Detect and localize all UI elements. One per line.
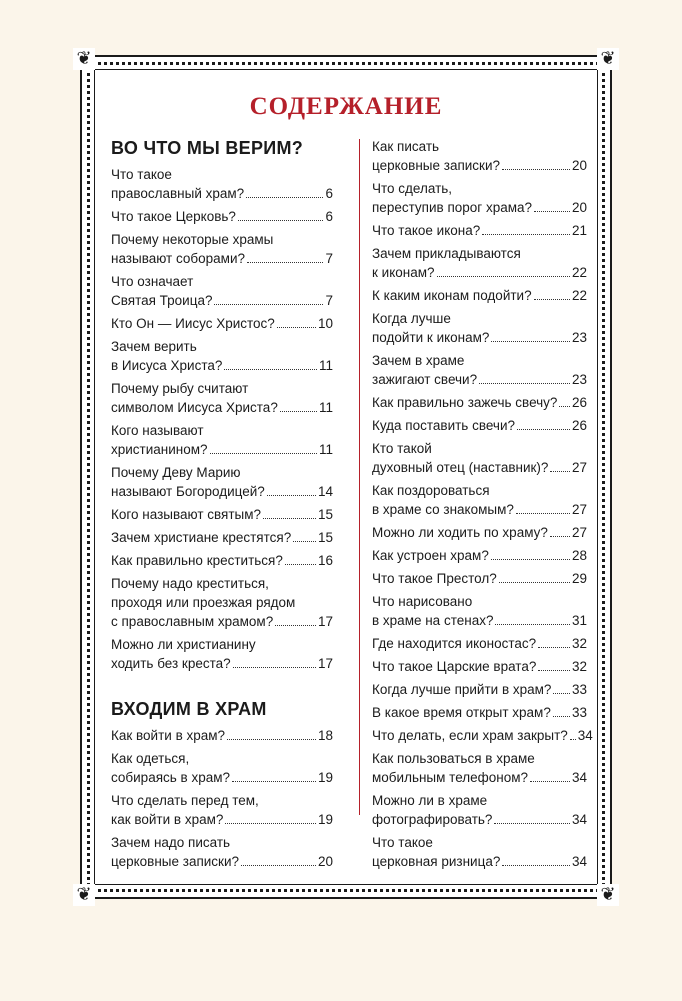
toc-entry-text: Что такое — [111, 167, 172, 182]
dot-leader — [210, 453, 317, 454]
toc-entry-text: Кто такой — [372, 441, 432, 456]
corner-ornament-icon: ❦ — [73, 48, 95, 70]
corner-ornament-icon: ❦ — [597, 884, 619, 906]
dot-leader — [227, 739, 316, 740]
toc-entry-text: фотографировать? — [372, 812, 493, 827]
toc-page-number: 34 — [571, 854, 587, 869]
toc-entry-text: Можно ли ходить по храму? — [372, 525, 548, 540]
toc-page-number: 11 — [318, 442, 333, 457]
toc-entry-text: Что такое Царские врата? — [372, 659, 537, 674]
toc-entry-text: Можно ли в храме — [372, 793, 488, 808]
toc-entry[interactable] — [111, 528, 333, 547]
toc-entry-text: Как правильно креститься? — [111, 553, 283, 568]
toc-entry-text: Когда лучше — [372, 311, 451, 326]
toc-entry[interactable] — [372, 791, 587, 829]
toc-entry-text: в Иисуса Христа? — [111, 358, 223, 373]
toc-page-number: 27 — [571, 502, 587, 517]
toc-page-number: 15 — [317, 530, 333, 545]
dot-leader — [550, 471, 570, 472]
toc-page-number: 21 — [571, 223, 587, 238]
toc-entry-text: Как пользоваться в храме — [372, 751, 535, 766]
toc-entry-text: переступив порог храма? — [372, 200, 533, 215]
toc-entry-text: Как поздороваться — [372, 483, 490, 498]
toc-entry-text: с православным храмом? — [111, 614, 274, 629]
toc-entry[interactable] — [372, 523, 587, 542]
toc-entry[interactable] — [372, 726, 593, 745]
toc-entry[interactable] — [372, 221, 587, 240]
dot-leader — [293, 541, 316, 542]
toc-entry[interactable] — [111, 337, 333, 375]
toc-page-number: 31 — [571, 613, 587, 628]
toc-page-number: 34 — [571, 770, 587, 785]
dot-leader — [538, 647, 570, 648]
section-heading: ВО ЧТО МЫ ВЕРИМ? — [111, 138, 304, 158]
dot-leader — [482, 234, 570, 235]
toc-page-number: 34 — [577, 728, 593, 743]
toc-page-number: 7 — [325, 251, 333, 266]
dot-leader — [499, 582, 570, 583]
toc-entry[interactable] — [111, 635, 333, 673]
dot-leader — [491, 559, 570, 560]
toc-page-number: 34 — [571, 812, 587, 827]
toc-entry-text: в храме на стенах? — [372, 613, 494, 628]
toc-page-number: 22 — [571, 265, 587, 280]
toc-entry[interactable] — [372, 393, 587, 412]
toc-entry-text: как войти в храм? — [111, 812, 224, 827]
toc-page-number: 33 — [571, 682, 587, 697]
toc-page-number: 15 — [317, 507, 333, 522]
dot-leader — [225, 823, 316, 824]
toc-entry[interactable] — [372, 244, 587, 282]
toc-page-number: 29 — [571, 571, 587, 586]
toc-entry-text: Почему рыбу считают — [111, 381, 249, 396]
dot-leader — [534, 211, 570, 212]
toc-entry-text: Что такое икона? — [372, 223, 481, 238]
toc-entry[interactable] — [372, 137, 587, 175]
toc-entry[interactable] — [372, 309, 587, 347]
toc-entry[interactable] — [111, 207, 333, 226]
toc-page-number: 22 — [571, 288, 587, 303]
toc-entry-text: проходя или проезжая рядом — [111, 595, 296, 610]
toc-entry[interactable] — [111, 272, 333, 310]
toc-entry-text: Что такое Церковь? — [111, 209, 236, 224]
column-divider — [359, 139, 360, 815]
corner-ornament-icon: ❦ — [597, 48, 619, 70]
toc-entry[interactable] — [372, 703, 587, 722]
page-frame — [76, 48, 616, 905]
toc-entry[interactable] — [372, 749, 587, 787]
toc-entry-text: Зачем надо писать — [111, 835, 231, 850]
toc-page-number: 27 — [571, 460, 587, 475]
toc-entry-text: Что такое — [372, 835, 433, 850]
toc-page-number: 20 — [571, 200, 587, 215]
toc-entry-text: Как правильно зажечь свечу? — [372, 395, 558, 410]
toc-page-number: 17 — [317, 614, 333, 629]
dot-leader — [241, 865, 316, 866]
dot-leader — [267, 495, 316, 496]
dot-leader — [550, 536, 570, 537]
toc-right-column — [372, 137, 593, 875]
dot-leader — [437, 276, 570, 277]
toc-entry[interactable] — [372, 592, 587, 630]
toc-page-number: 11 — [318, 400, 333, 415]
toc-page-number: 14 — [317, 484, 333, 499]
toc-entry-text: Как войти в храм? — [111, 728, 226, 743]
page-title: СОДЕРЖАНИЕ — [249, 93, 443, 120]
toc-page-number: 23 — [571, 372, 587, 387]
toc-entry-text: Что такое Престол? — [372, 571, 497, 586]
toc-page-number: 17 — [317, 656, 333, 671]
toc-entry[interactable] — [372, 833, 587, 871]
toc-entry-text: Зачем в храме — [372, 353, 465, 368]
toc-entry-text: Почему надо креститься, — [111, 576, 269, 591]
toc-entry-text: В какое время открыт храм? — [372, 705, 551, 720]
dot-leader — [495, 624, 570, 625]
toc-entry[interactable] — [111, 230, 333, 268]
dot-leader — [570, 739, 576, 740]
toc-entry-text: Святая Троица? — [111, 293, 213, 308]
toc-page-number: 20 — [571, 158, 587, 173]
toc-page-number: 23 — [571, 330, 587, 345]
toc-entry-text: Зачем прикладываются — [372, 246, 521, 261]
toc-entry[interactable] — [111, 791, 333, 829]
toc-page-number: 19 — [317, 770, 333, 785]
toc-entry[interactable] — [372, 569, 587, 588]
toc-page-number: 10 — [317, 316, 333, 331]
toc-entry-text: Куда поставить свечи? — [372, 418, 516, 433]
toc-entry-text: православный храм? — [111, 186, 245, 201]
toc-entry-text: символом Иисуса Христа? — [111, 400, 278, 415]
toc-entry-text: Где находится иконостас? — [372, 636, 537, 651]
toc-entry-text: Что сделать, — [372, 181, 453, 196]
toc-entry[interactable] — [372, 657, 587, 676]
toc-entry-text: Как устроен храм? — [372, 548, 489, 563]
toc-entry[interactable] — [111, 314, 333, 333]
toc-entry-text: Кто Он — Иисус Христос? — [111, 316, 275, 331]
toc-page-number: 28 — [571, 548, 587, 563]
dot-leader — [247, 262, 323, 263]
toc-entry-text: ходить без креста? — [111, 656, 231, 671]
toc-entry-text: Почему Деву Марию — [111, 465, 241, 480]
toc-entry-text: церковные записки? — [111, 854, 240, 869]
toc-entry-text: подойти к иконам? — [372, 330, 490, 345]
toc-entry-text: собираясь в храм? — [111, 770, 231, 785]
dot-leader — [491, 341, 570, 342]
dot-leader — [280, 411, 317, 412]
dot-leader — [238, 220, 324, 221]
toc-entry-text: мобильным телефоном? — [372, 770, 529, 785]
toc-entry-text: церковные записки? — [372, 158, 501, 173]
toc-entry-text: Кого называют — [111, 423, 204, 438]
toc-entry-text: Можно ли христианину — [111, 637, 256, 652]
toc-entry[interactable] — [372, 286, 587, 305]
toc-entry[interactable] — [111, 463, 333, 501]
toc-entry[interactable] — [372, 439, 587, 477]
toc-entry[interactable] — [111, 165, 333, 203]
dot-leader — [232, 781, 316, 782]
dot-leader — [263, 518, 316, 519]
toc-entry[interactable] — [111, 574, 333, 631]
toc-entry-text: Как писать — [372, 139, 440, 154]
dot-leader — [246, 197, 323, 198]
dot-leader — [275, 625, 316, 626]
toc-entry[interactable] — [372, 546, 587, 565]
toc-entry-text: Когда лучше прийти в храм? — [372, 682, 552, 697]
toc-entry-text: церковная ризница? — [372, 854, 501, 869]
dot-leader — [559, 406, 570, 407]
toc-entry-text: Зачем христиане крестятся? — [111, 530, 292, 545]
dot-leader — [553, 693, 570, 694]
toc-page-number: 26 — [571, 418, 587, 433]
dot-leader — [534, 299, 570, 300]
dot-leader — [530, 781, 570, 782]
dot-leader — [233, 667, 316, 668]
toc-page-number: 19 — [317, 812, 333, 827]
toc-entry-text: христианином? — [111, 442, 208, 457]
toc-page-number: 7 — [325, 293, 333, 308]
toc-page-number: 16 — [317, 553, 333, 568]
toc-left-column — [111, 137, 333, 875]
toc-entry[interactable] — [372, 179, 587, 217]
toc-page-number: 26 — [571, 395, 587, 410]
toc-entry-text: Зачем верить — [111, 339, 197, 354]
section-heading: ВХОДИМ В ХРАМ — [111, 699, 267, 719]
toc-entry[interactable] — [111, 726, 333, 745]
toc-entry[interactable] — [372, 680, 587, 699]
toc-entry[interactable] — [111, 379, 333, 417]
dot-leader — [224, 369, 317, 370]
toc-entry[interactable] — [111, 505, 333, 524]
toc-entry[interactable] — [111, 421, 333, 459]
toc-entry[interactable] — [111, 833, 333, 871]
toc-entry-text: к иконам? — [372, 265, 435, 280]
dot-leader — [277, 327, 316, 328]
toc-entry-text: Кого называют святым? — [111, 507, 262, 522]
dot-leader — [494, 823, 570, 824]
dot-leader — [517, 429, 570, 430]
toc-page-number: 6 — [325, 186, 333, 201]
corner-ornament-icon: ❦ — [73, 884, 95, 906]
toc-entry[interactable] — [372, 351, 587, 389]
dot-leader — [479, 383, 570, 384]
toc-entry-text: К каким иконам подойти? — [372, 288, 532, 303]
toc-page-number: 20 — [317, 854, 333, 869]
toc-entry[interactable] — [111, 551, 333, 570]
toc-entry[interactable] — [372, 634, 587, 653]
toc-entry-text: Что делать, если храм закрыт? — [372, 728, 568, 743]
toc-page-number: 27 — [571, 525, 587, 540]
toc-entry-text: Что сделать перед тем, — [111, 793, 259, 808]
dot-leader — [538, 670, 570, 671]
toc-page-number: 33 — [571, 705, 587, 720]
dot-leader — [214, 304, 323, 305]
toc-entry-text: зажигают свечи? — [372, 372, 478, 387]
toc-entry-text: в храме со знакомым? — [372, 502, 514, 517]
toc-entry-text: Как одеться, — [111, 751, 190, 766]
toc-entry-text: называют соборами? — [111, 251, 245, 266]
toc-entry-text: называют Богородицей? — [111, 484, 265, 499]
toc-page-number: 18 — [317, 728, 333, 743]
dot-leader — [502, 865, 570, 866]
toc-entry-text: духовный отец (наставник)? — [372, 460, 549, 475]
dot-leader — [285, 564, 316, 565]
toc-entry-text: Что нарисовано — [372, 594, 473, 609]
dot-leader — [516, 513, 570, 514]
dot-leader — [553, 716, 570, 717]
toc-entry[interactable] — [111, 749, 333, 787]
toc-entry[interactable] — [372, 416, 587, 435]
toc-page-number: 6 — [325, 209, 333, 224]
toc-page-number: 32 — [571, 659, 587, 674]
toc-entry[interactable] — [372, 481, 587, 519]
toc-entry-text: Что означает — [111, 274, 194, 289]
dot-leader — [502, 169, 570, 170]
toc-page-number: 11 — [318, 358, 333, 373]
toc-entry-text: Почему некоторые храмы — [111, 232, 274, 247]
toc-page-number: 32 — [571, 636, 587, 651]
